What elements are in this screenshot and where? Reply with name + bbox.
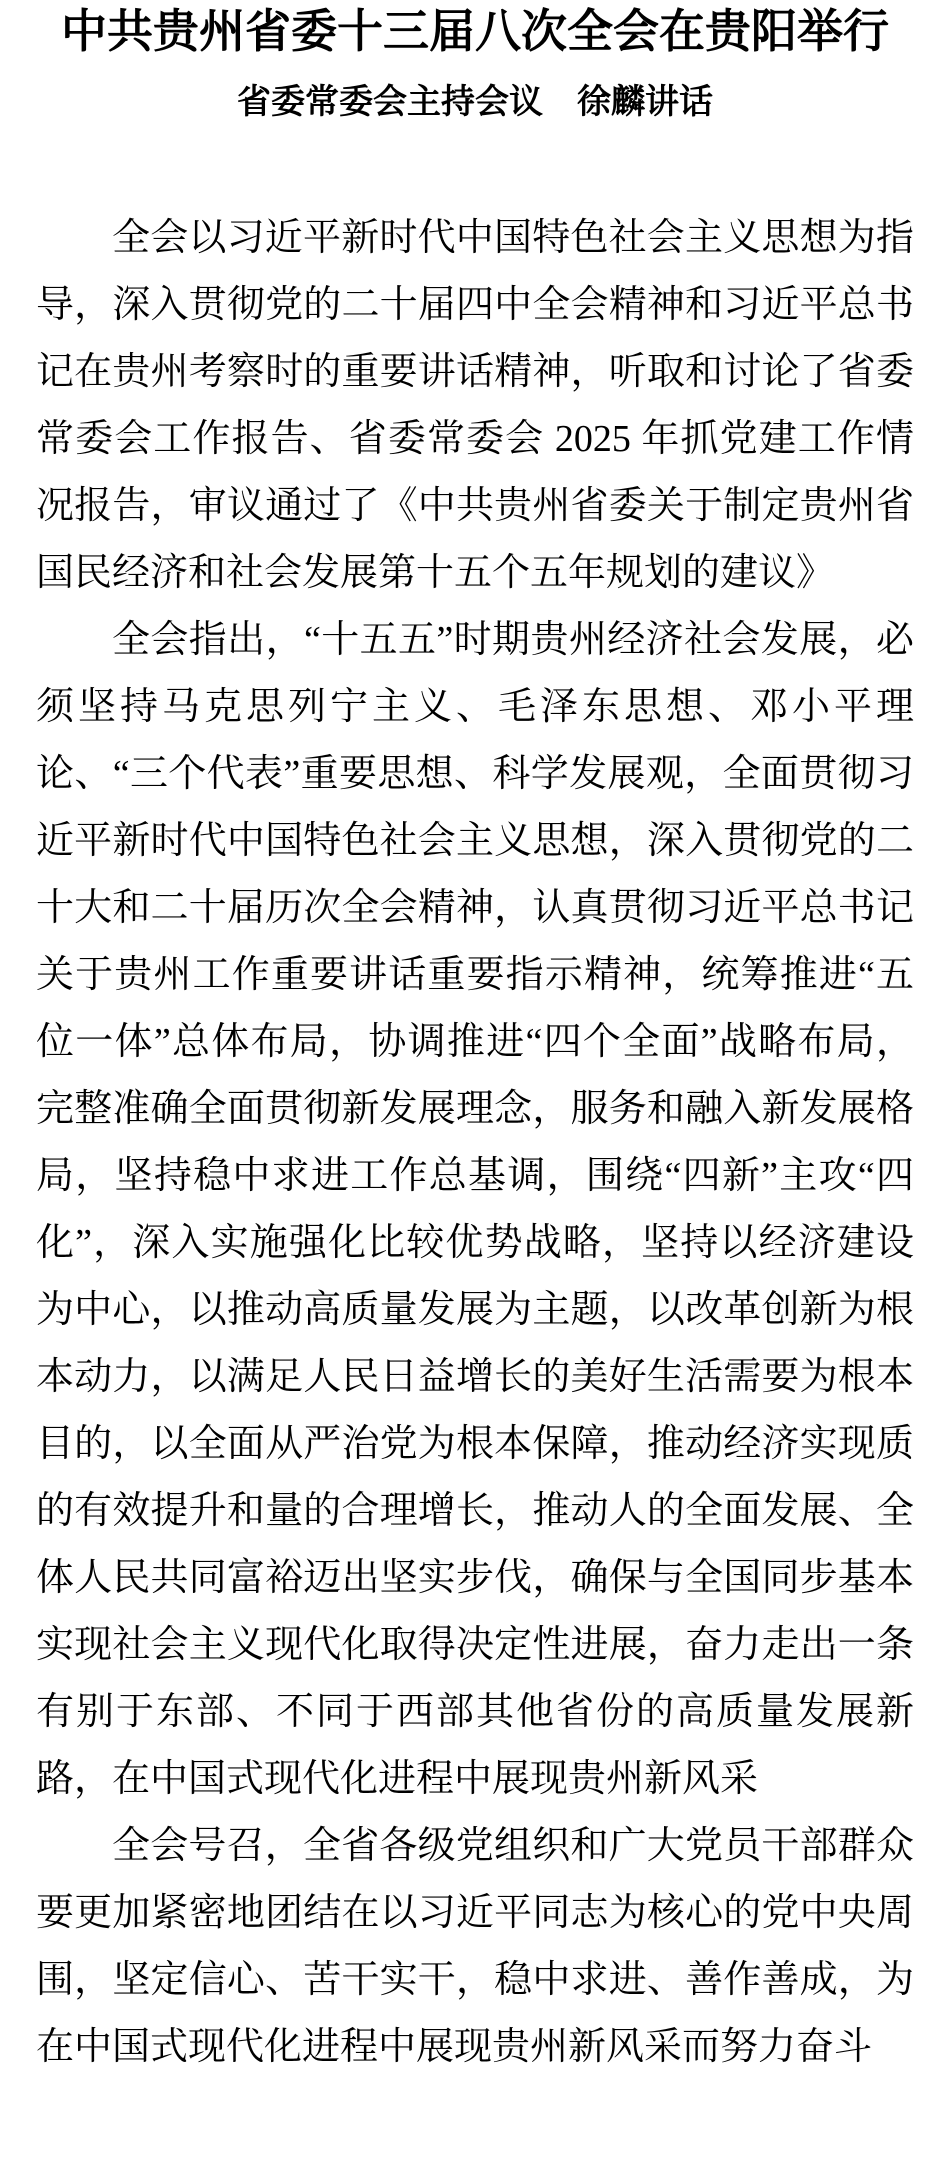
paragraph-guiding-thought: 全会以习近平新时代中国特色社会主义思想为指导，深入贯彻党的二十届四中全会精神和习近平总书记在贵州考察时的重要讲话精神，听取和讨论了省委常委会工作报告、省委常委会 2025 年抓党建工作情况报告，审议通过了《中共贵州省委关于制定贵州省国民经济和社会发展第十五个五年规划的建议》 — [36, 216, 914, 594]
paragraph-plenary-points: 全会指出，“十五五”时期贵州经济社会发展，必须坚持马克思列宁主义、毛泽东思想、邓小平理论、“三个代表”重要思想、科学发展观，全面贯彻习近平新时代中国特色社会主义思想，深入贯彻党的二十大和二十届历次全会精神，认真贯彻习近平总书记关于贵州工作重要讲话重要指示精神，统筹推进“五位一体”总体布局，协调推进“四个全面”战略布局，完整准确全面贯彻新发展理念，服务和融入新发展格局，坚持稳中求进工作总基调，围绕“四新”主攻“四化”，深入实施强化比较优势战略，坚持以经济建设为中心，以推动高质量发展为主题，以改革创新为根本动力，以满足人民日益增长的美好生活需要为根本目的，以全面从严治党为根本保障，推动经济实现质的有效提升和量的合理增长，推动人的全面发展、全体人民共同富裕迈出坚实步伐，确保与全国同步基本实现社会主义现代化取得决定性进展，奋力走出一条有别于东部、不同于西部其他省份的高质量发展新路，在中国式现代化进程中展现贵州新风采 — [36, 618, 914, 1800]
document-title: 中共贵州省委十三届八次全会在贵阳举行 — [61, 6, 889, 57]
document-body — [36, 205, 914, 2081]
document-subtitle: 省委常委会主持会议 徐麟讲话 — [237, 84, 713, 122]
paragraph-plenary-call: 全会号召，全省各级党组织和广大党员干部群众要更加紧密地团结在以习近平同志为核心的党中央周围，坚定信心、苦干实干，稳中求进、善作善成，为在中国式现代化进程中展现贵州新风采而努力奋斗 — [36, 1824, 914, 2068]
